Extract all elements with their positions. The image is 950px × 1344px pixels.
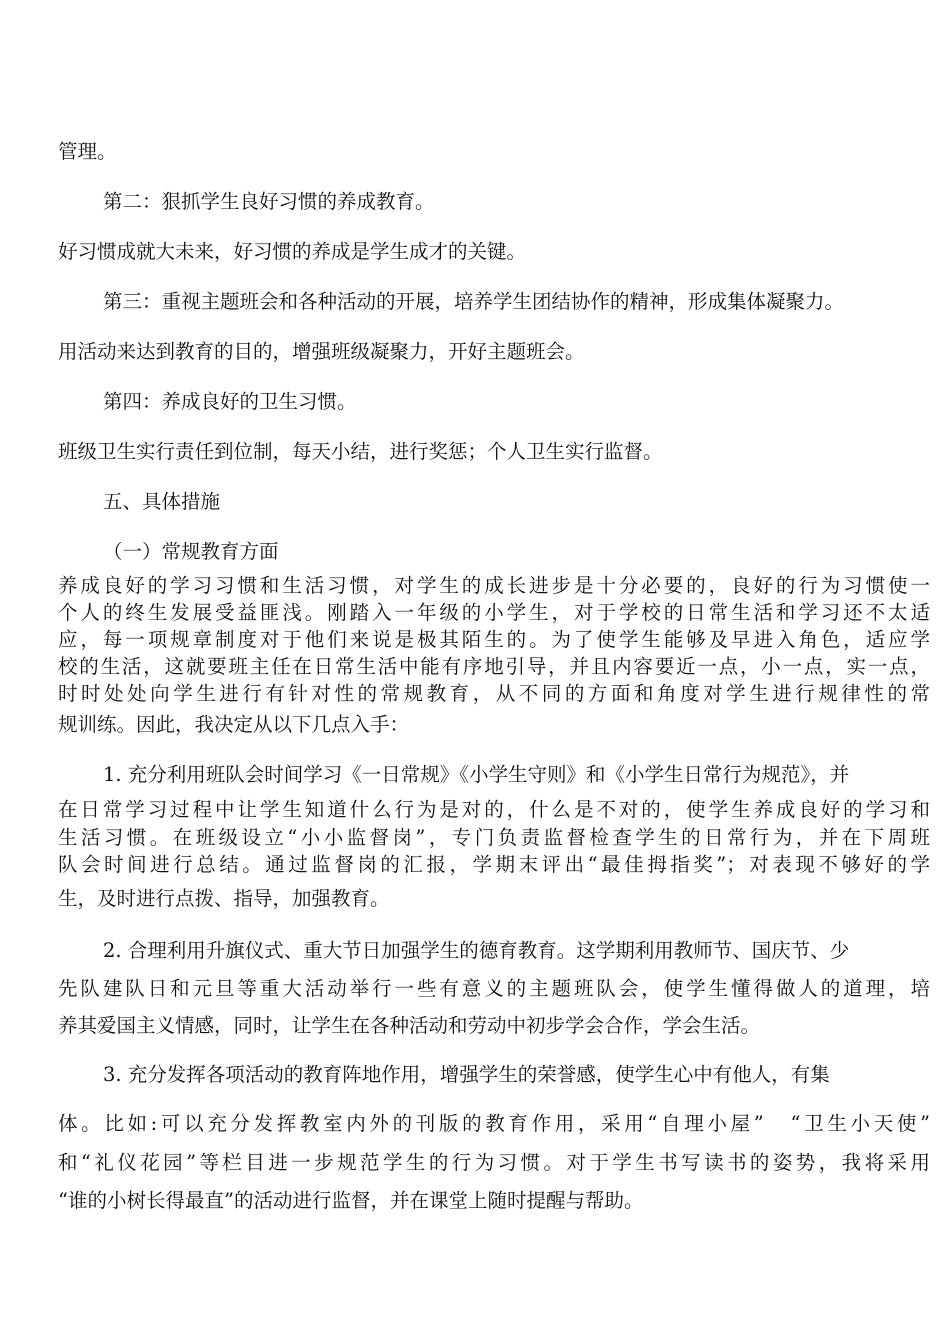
paragraph-line: 生活习惯。在班级设立“小小监督岗”，专门负责监督检查学生的日常行为，并在下周班 <box>58 826 930 849</box>
text-line: 好习惯成就大未来，好习惯的养成是学生成才的关键。 <box>58 240 527 263</box>
paragraph-line: 队会时间进行总结。通过监督岗的汇报，学期末评出“最佳拇指奖”；对表现不够好的学 <box>58 853 930 876</box>
paragraph-line: 校的生活，这就要班主任在日常生活中能有序地引导，并且内容要近一点，小一点，实一点， <box>58 655 930 678</box>
paragraph-line: 应，每一项规章制度对于他们来说是极其陌生的。为了使学生能够及早进入角色，适应学 <box>58 628 930 651</box>
paragraph-line: 先队建队日和元旦等重大活动举行一些有意义的主题班队会，使学生懂得做人的道理，培 <box>58 977 930 1000</box>
paragraph-line: 在日常学习过程中让学生知道什么行为是对的，什么是不对的，使学生养成良好的学习和 <box>58 798 930 821</box>
list-item-3-line: 3. 充分发挥各项活动的教育阵地作用，增强学生的荣誉感，使学生心中有他人，有集 <box>103 1063 830 1086</box>
paragraph-line: 和“礼仪花园”等栏目进一步规范学生的行为习惯。对于学生书写读书的姿势，我将采用 <box>58 1151 930 1174</box>
subsection-heading: （一）常规教育方面 <box>103 540 279 563</box>
paragraph-line: 养其爱国主义情感，同时，让学生在各种活动和劳动中初步学会合作，学会生活。 <box>58 1014 761 1037</box>
text-line: 管理。 <box>58 140 117 163</box>
section-heading: 五、具体措施 <box>103 490 221 513</box>
text-line: 班级卫生实行责任到位制，每天小结，进行奖惩；个人卫生实行监督。 <box>58 440 663 463</box>
paragraph-line: “谁的小树长得最直”的活动进行监督，并在课堂上随时提醒与帮助。 <box>58 1189 644 1212</box>
list-item-2-line: 2. 合理利用升旗仪式、重大节日加强学生的德育教育。这学期利用教师节、国庆节、少 <box>103 939 850 962</box>
section-heading: 第四：养成良好的卫生习惯。 <box>103 390 357 413</box>
paragraph-line: 规训练。因此，我决定从以下几点入手： <box>58 713 410 736</box>
section-heading: 第二：狠抓学生良好习惯的养成教育。 <box>103 190 435 213</box>
text-line: 用活动来达到教育的目的，增强班级凝聚力，开好主题班会。 <box>58 340 585 363</box>
list-item-1-line: 1. 充分利用班队会时间学习《一日常规》《小学生守则》和《小学生日常行为规范》，并 <box>103 763 850 786</box>
section-heading: 第三：重视主题班会和各种活动的开展，培养学生团结协作的精神，形成集体凝聚力。 <box>103 290 845 313</box>
paragraph-line: 生，及时进行点拨、指导，加强教育。 <box>58 887 390 910</box>
paragraph-line: 时时处处向学生进行有针对性的常规教育，从不同的方面和角度对学生进行规律性的常 <box>58 682 930 705</box>
paragraph-line: 养成良好的学习习惯和生活习惯，对学生的成长进步是十分必要的，良好的行为习惯使一 <box>58 574 930 597</box>
paragraph-line: 体。比如:可以充分发挥教室内外的刊版的教育作用，采用“自理小屋” “卫生小天使” <box>58 1112 930 1135</box>
paragraph-line: 个人的终生发展受益匪浅。刚踏入一年级的小学生，对于学校的日常生活和学习还不太适 <box>58 601 930 624</box>
